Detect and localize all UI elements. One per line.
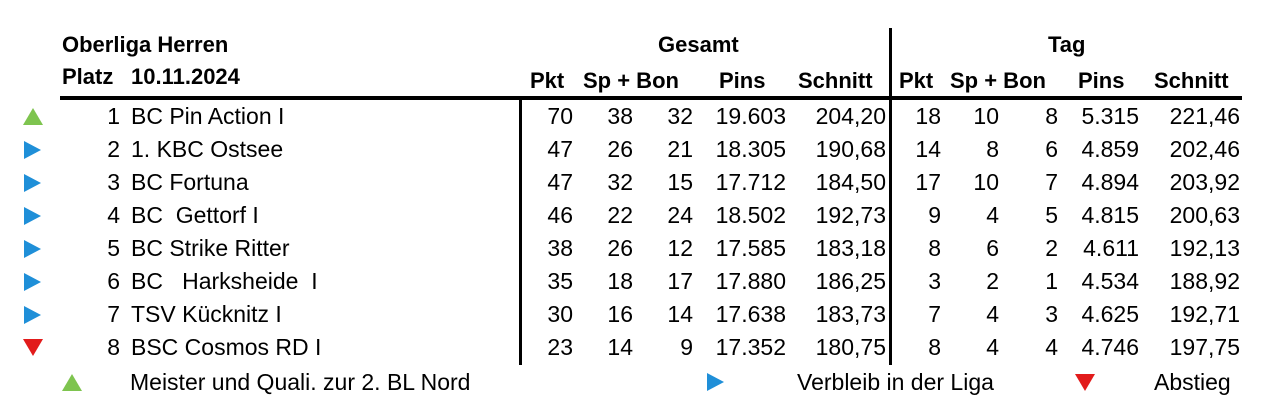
- platz-label: Platz: [62, 64, 114, 89]
- team-cell: BC Strike Ritter: [131, 235, 290, 261]
- gesamt-sp-cell: 26: [607, 136, 633, 162]
- gesamt-pkt-cell: 46: [547, 202, 573, 228]
- team-cell: TSV Kücknitz I: [131, 301, 282, 327]
- tag-schnitt-cell: 197,75: [1169, 334, 1240, 360]
- team-cell: 1. KBC Ostsee: [131, 136, 284, 162]
- tag-bon-cell: 4: [1045, 334, 1058, 360]
- arrow-right-icon: [24, 306, 41, 324]
- gesamt-pins-cell: 19.603: [715, 103, 786, 129]
- team-cell: BC Pin Action I: [131, 103, 285, 129]
- tag-pkt-cell: 18: [915, 103, 941, 129]
- gesamt-sp-cell: 14: [607, 334, 633, 360]
- gesamt-pkt-cell: 70: [547, 103, 573, 129]
- tag-pins-cell: 4.534: [1081, 268, 1139, 294]
- gesamt-pins-cell: 18.502: [715, 202, 786, 228]
- legend-down-label: Abstieg: [1154, 369, 1231, 395]
- gesamt-bon-cell: 12: [667, 235, 693, 261]
- legend-up-icon: [62, 374, 82, 391]
- gesamt-pins-cell: 17.638: [715, 301, 786, 327]
- gesamt-sp-cell: 26: [607, 235, 633, 261]
- tag-bon-cell: 5: [1045, 202, 1058, 228]
- gesamt-sp-cell: 32: [607, 169, 633, 195]
- gesamt-schnitt-cell: 183,73: [815, 301, 886, 327]
- place-cell: 4: [107, 202, 120, 228]
- tag-pins-cell: 4.859: [1081, 136, 1139, 162]
- gesamt-sp-cell: 16: [607, 301, 633, 327]
- tag-sp-cell: 4: [986, 301, 999, 327]
- league-title: Oberliga Herren: [62, 32, 229, 57]
- tag-schnitt-cell: 203,92: [1169, 169, 1240, 195]
- gesamt-pins-cell: 18.305: [715, 136, 786, 162]
- arrow-right-icon: [24, 273, 41, 291]
- tag-sp-cell: 2: [986, 268, 999, 294]
- col-header-t-schnitt: Schnitt: [1154, 68, 1229, 93]
- gesamt-bon-cell: 15: [667, 169, 693, 195]
- tag-pins-cell: 4.815: [1081, 202, 1139, 228]
- gesamt-schnitt-cell: 180,75: [815, 334, 886, 360]
- gesamt-bon-cell: 21: [667, 136, 693, 162]
- gesamt-pkt-cell: 47: [547, 169, 573, 195]
- gesamt-pins-cell: 17.352: [715, 334, 786, 360]
- gesamt-schnitt-cell: 204,20: [815, 103, 886, 129]
- tag-sp-cell: 10: [973, 169, 999, 195]
- gesamt-schnitt-cell: 192,73: [815, 202, 886, 228]
- tag-schnitt-cell: 192,13: [1169, 235, 1240, 261]
- gesamt-pkt-cell: 23: [547, 334, 573, 360]
- gesamt-bon-cell: 24: [667, 202, 693, 228]
- tag-heading: Tag: [1048, 32, 1086, 57]
- gesamt-pins-cell: 17.712: [715, 169, 786, 195]
- gesamt-schnitt-cell: 186,25: [815, 268, 886, 294]
- tag-pins-cell: 4.746: [1081, 334, 1139, 360]
- tag-schnitt-cell: 188,92: [1169, 268, 1240, 294]
- gesamt-bon-cell: 14: [667, 301, 693, 327]
- legend-stay-icon: [707, 373, 724, 391]
- tag-sp-cell: 4: [986, 202, 999, 228]
- gesamt-bon-cell: 32: [667, 103, 693, 129]
- rule-middle: [889, 28, 892, 365]
- tag-pins-cell: 4.625: [1081, 301, 1139, 327]
- tag-sp-cell: 6: [986, 235, 999, 261]
- date-label: 10.11.2024: [131, 64, 240, 89]
- arrow-right-icon: [24, 207, 41, 225]
- legend-stay-label: Verbleib in der Liga: [797, 369, 994, 395]
- gesamt-pkt-cell: 38: [547, 235, 573, 261]
- tag-sp-cell: 4: [986, 334, 999, 360]
- col-header-t-spbon: Sp + Bon: [950, 68, 1046, 93]
- tag-bon-cell: 3: [1045, 301, 1058, 327]
- place-cell: 7: [107, 301, 120, 327]
- gesamt-schnitt-cell: 184,50: [815, 169, 886, 195]
- tag-bon-cell: 2: [1045, 235, 1058, 261]
- col-header-g-spbon: Sp + Bon: [583, 68, 679, 93]
- place-cell: 1: [107, 103, 120, 129]
- gesamt-pkt-cell: 35: [547, 268, 573, 294]
- team-cell: BC Harksheide I: [131, 268, 318, 294]
- tag-bon-cell: 1: [1045, 268, 1058, 294]
- tag-pkt-cell: 3: [928, 268, 941, 294]
- place-cell: 8: [107, 334, 120, 360]
- col-header-g-pkt: Pkt: [530, 68, 565, 93]
- arrow-up-icon: [23, 108, 43, 125]
- tag-pins-cell: 4.894: [1081, 169, 1139, 195]
- legend-down-icon: [1075, 374, 1095, 391]
- tag-schnitt-cell: 202,46: [1169, 136, 1240, 162]
- place-cell: 6: [107, 268, 120, 294]
- gesamt-schnitt-cell: 183,18: [815, 235, 886, 261]
- gesamt-sp-cell: 22: [607, 202, 633, 228]
- tag-bon-cell: 7: [1045, 169, 1058, 195]
- gesamt-schnitt-cell: 190,68: [815, 136, 886, 162]
- arrow-down-icon: [23, 339, 43, 356]
- gesamt-pins-cell: 17.880: [715, 268, 786, 294]
- place-cell: 2: [107, 136, 120, 162]
- place-cell: 5: [107, 235, 120, 261]
- rule-left: [519, 100, 522, 365]
- tag-pkt-cell: 8: [928, 334, 941, 360]
- col-header-t-pins: Pins: [1078, 68, 1125, 93]
- tag-pkt-cell: 17: [915, 169, 941, 195]
- legend-up-label: Meister und Quali. zur 2. BL Nord: [130, 369, 471, 395]
- tag-pkt-cell: 9: [928, 202, 941, 228]
- col-header-g-pins: Pins: [719, 68, 766, 93]
- tag-pkt-cell: 7: [928, 301, 941, 327]
- team-cell: BSC Cosmos RD I: [131, 334, 322, 360]
- tag-bon-cell: 6: [1045, 136, 1058, 162]
- arrow-right-icon: [24, 174, 41, 192]
- gesamt-heading: Gesamt: [658, 32, 739, 57]
- col-header-g-schnitt: Schnitt: [798, 68, 873, 93]
- arrow-right-icon: [24, 240, 41, 258]
- tag-schnitt-cell: 200,63: [1169, 202, 1240, 228]
- tag-sp-cell: 10: [973, 103, 999, 129]
- tag-bon-cell: 8: [1045, 103, 1058, 129]
- gesamt-pins-cell: 17.585: [715, 235, 786, 261]
- team-cell: BC Gettorf I: [131, 202, 259, 228]
- gesamt-sp-cell: 38: [607, 103, 633, 129]
- tag-pins-cell: 5.315: [1081, 103, 1139, 129]
- arrow-right-icon: [24, 141, 41, 159]
- tag-schnitt-cell: 221,46: [1169, 103, 1240, 129]
- gesamt-sp-cell: 18: [607, 268, 633, 294]
- gesamt-pkt-cell: 30: [547, 301, 573, 327]
- gesamt-pkt-cell: 47: [547, 136, 573, 162]
- tag-pins-cell: 4.611: [1083, 235, 1139, 261]
- team-cell: BC Fortuna: [131, 169, 249, 195]
- gesamt-bon-cell: 9: [680, 334, 693, 360]
- tag-sp-cell: 8: [986, 136, 999, 162]
- place-cell: 3: [107, 169, 120, 195]
- tag-schnitt-cell: 192,71: [1169, 301, 1240, 327]
- tag-pkt-cell: 14: [915, 136, 941, 162]
- tag-pkt-cell: 8: [928, 235, 941, 261]
- col-header-t-pkt: Pkt: [899, 68, 934, 93]
- gesamt-bon-cell: 17: [667, 268, 693, 294]
